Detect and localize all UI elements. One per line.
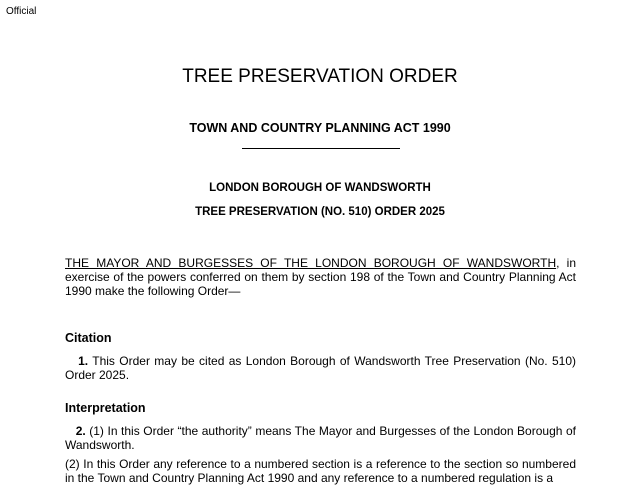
preamble-text: , in exercise of the powers conferred on them by section 198 of the Town and Country Planning Act 1990 make the following Order— bbox=[65, 256, 577, 298]
preamble-paragraph bbox=[65, 256, 576, 298]
citation-heading: Citation bbox=[65, 331, 112, 345]
citation-paragraph bbox=[65, 354, 576, 382]
interpretation-heading: Interpretation bbox=[65, 401, 146, 415]
order-name: TREE PRESERVATION (NO. 510) ORDER 2025 bbox=[195, 206, 445, 218]
interpretation-number: 2. bbox=[75, 424, 86, 438]
divider-line bbox=[242, 148, 400, 149]
interpretation-paragraph-2: (2) In this Order any reference to a numbered section is a reference to the section so numbered in the Town and Country Planning Act 1990 and any reference to a numbered regulation is a bbox=[65, 457, 576, 485]
citation-text: This Order may be cited as London Borough of Wandsworth Tree Preservation (No. 510) Order 2025. bbox=[65, 354, 576, 382]
interpretation-text-1: (1) In this Order “the authority” means The Mayor and Burgesses of the London Borough of Wandsworth. bbox=[65, 424, 576, 452]
security-marking: Official bbox=[6, 6, 37, 17]
citation-number: 1. bbox=[78, 354, 89, 368]
council-name: LONDON BOROUGH OF WANDSWORTH bbox=[209, 182, 431, 194]
authority-name: THE MAYOR AND BURGESSES OF THE LONDON BOROUGH OF WANDSWORTH bbox=[65, 256, 557, 270]
interpretation-paragraph-1 bbox=[65, 424, 576, 452]
document-title: TREE PRESERVATION ORDER bbox=[182, 66, 458, 87]
act-heading: TOWN AND COUNTRY PLANNING ACT 1990 bbox=[189, 121, 451, 135]
